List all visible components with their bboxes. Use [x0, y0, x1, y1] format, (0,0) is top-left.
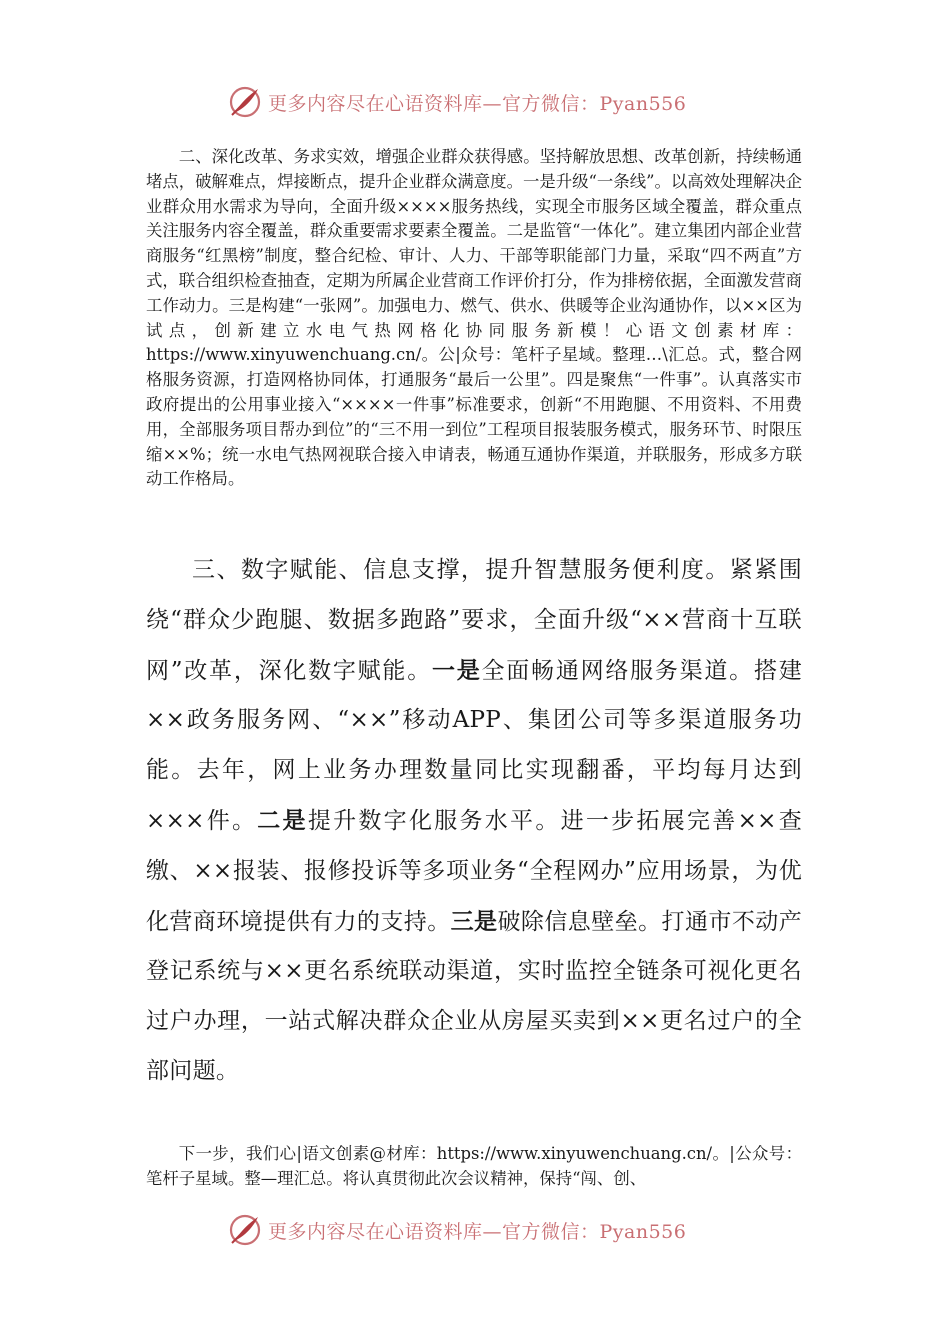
- footer-watermark-banner: [228, 1210, 686, 1250]
- bold-point-1: 一是: [431, 656, 482, 684]
- header-watermark-banner: [228, 82, 686, 122]
- banner-text: 更多内容尽在心语资料库—官方微信：Pyan556: [268, 92, 687, 115]
- bold-point-2: 二是: [257, 806, 308, 834]
- paragraph-deepen-reform: 二、深化改革、务求实效，增强企业群众获得感。坚持解放思想、改革创新，持续畅通堵点，破解难点，焊接断点，提升企业群众满意度。一是升级“一条线”。以高效处理解决企业群众用水需求为导向，全面升级××××服务热线，实现全市服务区域全覆盖，群众重点关注服务内容全覆盖，群众重要需求要素全覆盖。二是监管“一体化”。建立集团内部企业营商服务“红黑榜”制度，整合纪检、审计、人力、干部等职能部门力量，采取“四不两直”方式，联合组织检查抽查，定期为所属企业营商工作评价打分，作为排榜依据，全面激发营商工作动力。三是构建“一张网”。加强电力、燃气、供水、供暖等企业沟通协作，以××区为试点，创新建立水电气热网格化协同服务新模！心语文创素材库：https://www.xinyuwenchuang.cn/。公|众号：笔杆子星域。整理…\汇总。式，整合网格服务资源，打造网格协同体，打通服务“最后一公里”。四是聚焦“一件事”。认真落实市政府提出的公用事业接入“××××一件事”标准要求，创新“不用跑腿、不用资料、不用费用，全部服务项目帮办到位”的“三不用一到位”工程项目报装服务模式，服务环节、时限压缩××%；统一水电气热网视联合接入申请表，畅通互通协作渠道，并联服务，形成多方联动工作格局。: [146, 147, 802, 489]
- quill-logo-icon: [228, 1213, 262, 1247]
- banner-text: 更多内容尽在心语资料库—官方微信：Pyan556: [268, 1220, 687, 1243]
- bold-point-3: 三是: [450, 907, 498, 935]
- quill-logo-icon: [228, 85, 262, 119]
- paragraph-digital-empowerment: 三、数字赋能、信息支撑，提升智慧服务便利度。紧紧围绕“群众少跑腿、数据多跑路”要求，全面升级“××营商十互联网”改革，深化数字赋能。一是全面畅通网络服务渠道。搭建××政务服务网、“××”移动APP、集团公司等多渠道服务功能。去年，网上业务办理数量同比实现翻番，平均每月达到×××件。二是提升数字化服务水平。进一步拓展完善××查缴、××报装、报修投诉等多项业务“全程网办”应用场景，为优化营商环境提供有力的支持。三是破除信息壁垒。打通市不动产登记系统与××更名系统联动渠道，实时监控全链条可视化更名过户办理，一站式解决群众企业从房屋买卖到××更名过户的全部问题。: [146, 557, 803, 1084]
- paragraph-next-step: 下一步，我们心|语文创素@材库：https://www.xinyuwenchuang.cn/。|公众号：笔杆子星域。整—理汇总。将认真贯彻此次会议精神，保持“闯、创、: [146, 1144, 802, 1188]
